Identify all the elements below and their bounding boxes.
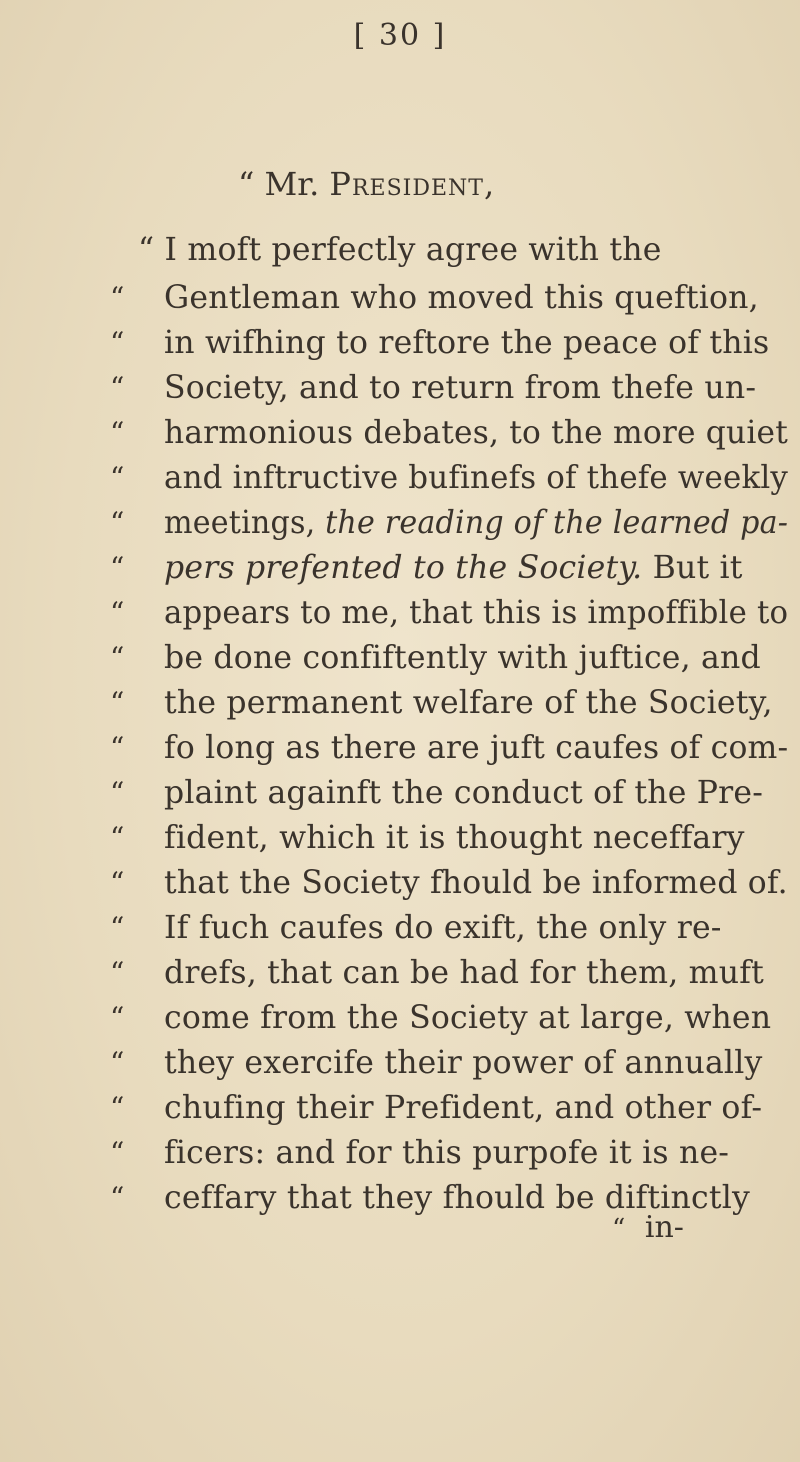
text-line [0,633,800,683]
line-text: ficers: and for this purpofe it is ne- [164,1135,730,1171]
continuation-quote: “ [110,1001,125,1034]
continuation-quote: “ [110,1181,125,1214]
catchword-quote: “ [612,1214,626,1244]
text-line [0,408,800,458]
line-text: fo long as there are juft caufes of com- [164,730,789,766]
heading-prefix: Mr. [264,165,320,203]
text-line [0,318,800,368]
continuation-quote: “ [110,866,125,899]
text-line [0,678,800,728]
text-line [0,363,800,413]
continuation-quote: “ [110,371,125,404]
continuation-quote: “ [110,596,125,629]
continuation-quote: “ [110,281,125,314]
continuation-quote: “ [110,821,125,854]
line-text: If fuch caufes do exift, the only re- [164,910,722,946]
line-text: meetings, the reading of the learned pa- [164,505,789,541]
text-line [0,543,800,593]
continuation-quote: “ [110,551,125,584]
text-line [0,948,800,998]
line-text: the permanent welfare of the Society, [164,685,773,721]
text-line [0,768,800,818]
line-text: “ I moft perfectly agree with the [138,232,662,268]
line-text: be done confiftently with juftice, and [164,640,761,676]
heading-name: President, [329,165,496,203]
continuation-quote: “ [110,686,125,719]
speech-heading [238,165,495,203]
line-text: in wifhing to reftore the peace of this [164,325,770,361]
continuation-quote: “ [110,326,125,359]
continuation-quote: “ [110,731,125,764]
line-text: harmonious debates, to the more quiet [164,415,788,451]
line-text: pers prefented to the Society. But it [164,550,743,586]
text-line [0,1083,800,1133]
line-text: fident, which it is thought neceffary [164,820,745,856]
heading-open-quote: “ [238,165,255,203]
text-line [0,588,800,638]
page-number: [ 30 ] [353,18,447,53]
text-line-first [0,225,800,275]
text-line [0,498,800,548]
text-line [0,273,800,323]
continuation-quote: “ [110,776,125,809]
continuation-quote: “ [110,641,125,674]
text-line [0,903,800,953]
continuation-quote: “ [110,956,125,989]
continuation-quote: “ [110,1136,125,1169]
catchword [612,1210,684,1245]
line-text: plaint againft the conduct of the Pre- [164,775,764,811]
line-text: Society, and to return from thefe un- [164,370,757,406]
text-line [0,723,800,773]
line-text: chufing their Prefident, and other of- [164,1090,763,1126]
text-line [0,1038,800,1088]
continuation-quote: “ [110,1091,125,1124]
continuation-quote: “ [110,911,125,944]
continuation-quote: “ [110,506,125,539]
text-line [0,1128,800,1178]
line-text: come from the Society at large, when [164,1000,772,1036]
text-line [0,453,800,503]
catchword-word: in- [644,1210,684,1245]
line-text: they exercife their power of annually [164,1045,763,1081]
continuation-quote: “ [110,461,125,494]
continuation-quote: “ [110,1046,125,1079]
continuation-quote: “ [110,416,125,449]
text-line [0,858,800,908]
text-line [0,813,800,863]
line-text: ceffary that they fhould be diftinctly [164,1180,750,1216]
line-text: drefs, that can be had for them, muft [164,955,764,991]
line-text: that the Society fhould be informed of. [164,865,788,901]
line-text: Gentleman who moved this queftion, [164,280,759,316]
line-text: appears to me, that this is impoffible to [164,595,789,631]
text-line [0,993,800,1043]
line-text: and inftructive bufinefs of thefe weekly [164,460,789,496]
